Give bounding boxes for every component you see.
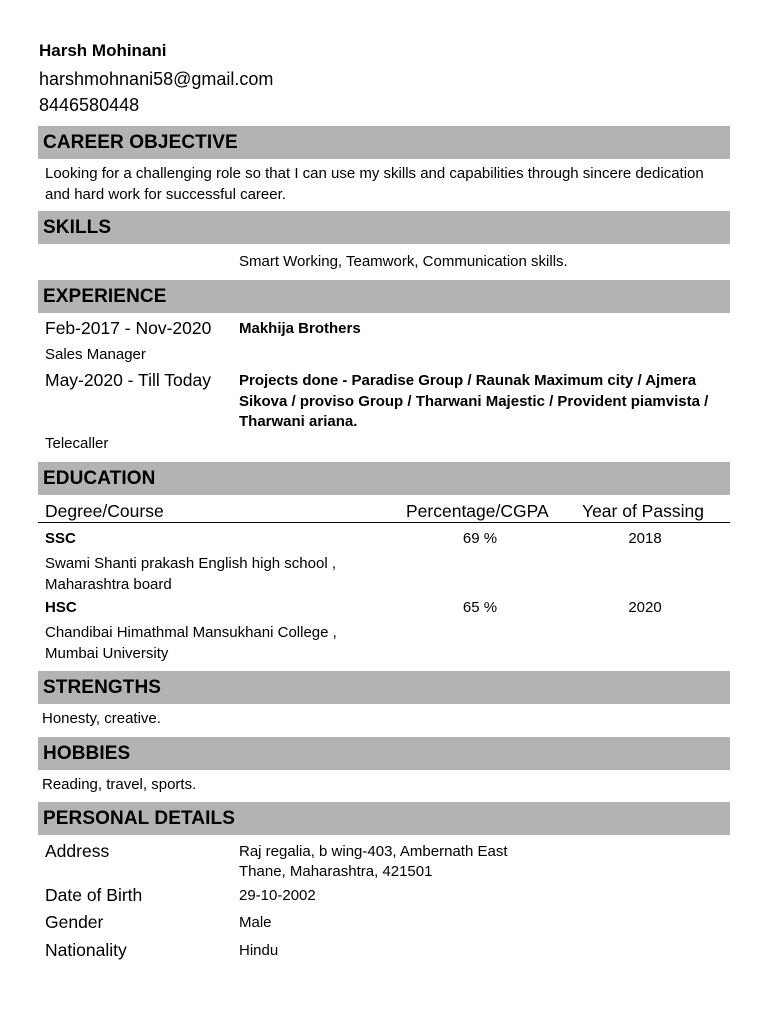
section-header-personal-details xyxy=(38,802,730,835)
education-institution: Swami Shanti prakash English high school , Maharashtra board xyxy=(45,555,336,593)
section-header-experience xyxy=(38,280,730,313)
experience-period: May-2020 - Till Today xyxy=(45,370,212,390)
nationality-label: Nationality xyxy=(45,940,127,960)
experience-company: Makhija Brothers xyxy=(239,320,361,337)
hobbies-text: Reading, travel, sports. xyxy=(42,776,197,793)
address-label: Address xyxy=(45,841,110,861)
phone-number: 8446580448 xyxy=(39,95,140,115)
education-header-rule xyxy=(38,522,730,523)
section-title: CAREER OBJECTIVE xyxy=(43,132,238,153)
education-degree: SSC xyxy=(45,530,76,547)
section-title: STRENGTHS xyxy=(43,677,162,698)
strengths-text: Honesty, creative. xyxy=(42,710,161,727)
education-header-percentage: Percentage/CGPA xyxy=(406,501,549,521)
education-degree: HSC xyxy=(45,599,77,616)
education-header-degree: Degree/Course xyxy=(45,501,164,521)
experience-role: Sales Manager xyxy=(45,346,146,363)
section-header-career-objective xyxy=(38,126,730,159)
gender-label: Gender xyxy=(45,912,104,932)
address-line-1: Raj regalia, b wing-403, Ambernath East xyxy=(239,843,508,860)
education-percentage: 69 % xyxy=(462,530,498,547)
skills-text: Smart Working, Teamwork, Communication skills. xyxy=(239,253,568,270)
career-objective-text: Looking for a challenging role so that I can use my skills and capabilities through sincere dedication and hard work for successful career. xyxy=(45,165,704,203)
nationality-value: Hindu xyxy=(239,942,279,959)
education-year: 2018 xyxy=(628,530,662,547)
section-header-hobbies xyxy=(38,737,730,770)
section-title: HOBBIES xyxy=(43,743,131,764)
experience-company: Projects done - Paradise Group / Raunak Maximum city / Ajmera Sikova / proviso Group / Tharwani Majestic / Provident piamvista / Tharwani ariana. xyxy=(239,372,709,430)
dob-value: 29-10-2002 xyxy=(239,887,316,904)
experience-period: Feb-2017 - Nov-2020 xyxy=(45,318,212,338)
section-title: SKILLS xyxy=(43,217,112,238)
section-header-strengths xyxy=(38,671,730,704)
experience-role: Telecaller xyxy=(45,435,109,452)
candidate-name: Harsh Mohinani xyxy=(39,41,167,60)
section-header-education xyxy=(38,462,730,495)
email-address: harshmohnani58@gmail.com xyxy=(39,69,274,89)
education-percentage: 65 % xyxy=(462,599,498,616)
education-institution: Chandibai Himathmal Mansukhani College , Mumbai University xyxy=(45,624,337,662)
education-header-year: Year of Passing xyxy=(582,501,704,521)
section-title: PERSONAL DETAILS xyxy=(43,808,235,829)
section-title: EDUCATION xyxy=(43,468,156,489)
education-year: 2020 xyxy=(628,599,662,616)
address-line-2: Thane, Maharashtra, 421501 xyxy=(239,863,433,880)
section-title: EXPERIENCE xyxy=(43,286,167,307)
dob-label: Date of Birth xyxy=(45,885,143,905)
section-header-skills xyxy=(38,211,730,244)
gender-value: Male xyxy=(239,914,272,931)
